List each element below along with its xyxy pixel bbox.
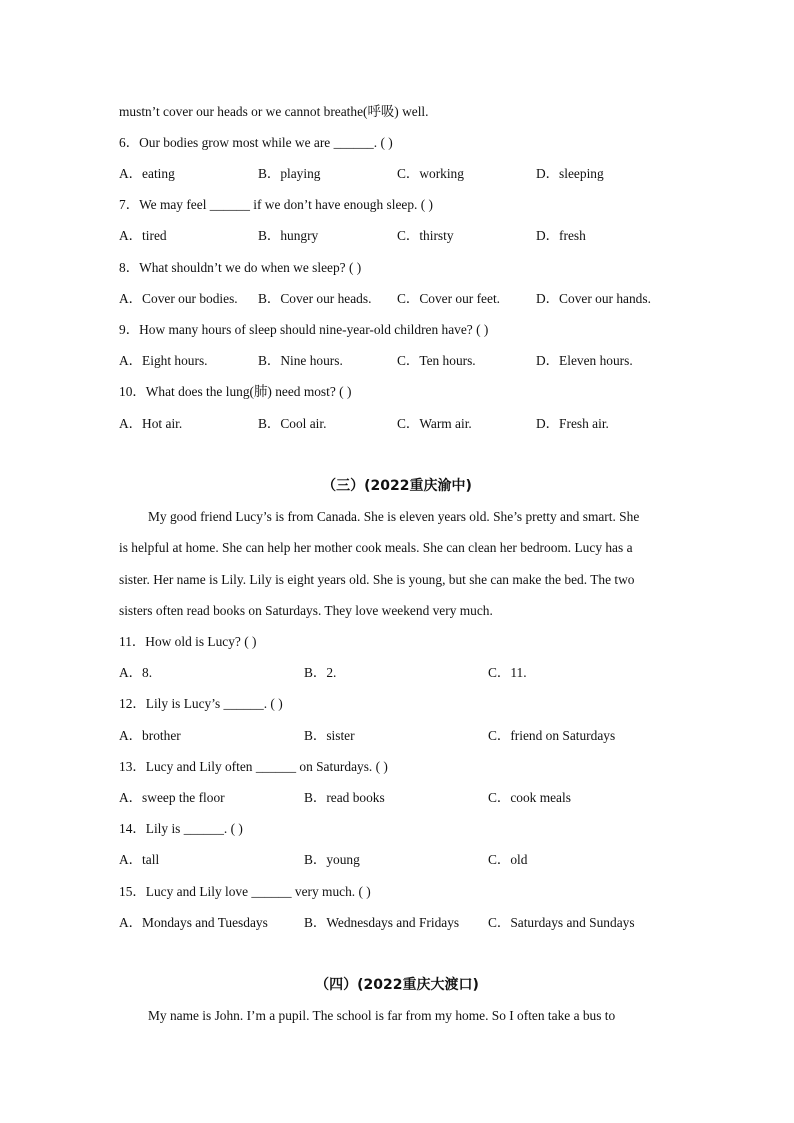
option-row xyxy=(119,915,679,931)
option-row xyxy=(119,166,679,182)
option-a: A．tired xyxy=(119,228,167,243)
option-a: A．Cover our bodies. xyxy=(119,291,238,306)
option-a: A．Hot air. xyxy=(119,416,183,431)
question-stem: 12．Lily is Lucy’s ______. ( ) xyxy=(119,696,283,711)
question-stem: 13．Lucy and Lily often ______ on Saturdays. ( ) xyxy=(119,759,388,774)
question-stem: 15．Lucy and Lily love ______ very much. ( ) xyxy=(119,884,371,899)
option-row xyxy=(119,665,679,681)
option-b: B．2. xyxy=(304,665,337,680)
option-c: C．Cover our feet. xyxy=(397,291,501,306)
passage-line: My name is John. I’m a pupil. The school is far from my home. So I often take a bus to xyxy=(148,1008,616,1023)
option-row xyxy=(119,790,679,806)
passage-line: My good friend Lucy’s is from Canada. She is eleven years old. She’s pretty and smart. She xyxy=(148,509,640,524)
option-row xyxy=(119,728,679,744)
option-d: D．sleeping xyxy=(536,166,604,181)
option-row xyxy=(119,228,679,244)
option-b: B．Nine hours. xyxy=(258,353,343,368)
option-a: A．Mondays and Tuesdays xyxy=(119,915,268,930)
option-d: D．Fresh air. xyxy=(536,416,609,431)
option-d: D．Eleven hours. xyxy=(536,353,633,368)
option-a: A．Eight hours. xyxy=(119,353,208,368)
passage-line: sister. Her name is Lily. Lily is eight years old. She is young, but she can make the bed. The two xyxy=(119,572,635,587)
question-stem: 14．Lily is ______. ( ) xyxy=(119,821,243,836)
question-stem: 11．How old is Lucy? ( ) xyxy=(119,634,257,649)
passage-line: is helpful at home. She can help her mother cook meals. She can clean her bedroom. Lucy has a xyxy=(119,540,633,555)
option-c: C．thirsty xyxy=(397,228,454,243)
option-a: A．sweep the floor xyxy=(119,790,225,805)
option-c: C．Ten hours. xyxy=(397,353,476,368)
section-heading-3: （三）(2022重庆渝中) xyxy=(322,478,472,494)
option-a: A．brother xyxy=(119,728,181,743)
question-stem: 8．What shouldn’t we do when we sleep? ( ) xyxy=(119,260,362,275)
option-b: B．young xyxy=(304,852,360,867)
option-d: D．fresh xyxy=(536,228,586,243)
option-a: A．tall xyxy=(119,852,160,867)
option-b: B．read books xyxy=(304,790,385,805)
question-stem: 10．What does the lung(肺) need most? ( ) xyxy=(119,384,352,399)
option-row xyxy=(119,416,679,432)
option-b: B．Cool air. xyxy=(258,416,327,431)
question-stem: 9．How many hours of sleep should nine-year-old children have? ( ) xyxy=(119,322,489,337)
option-row xyxy=(119,291,679,307)
option-a: A．8. xyxy=(119,665,153,680)
section-heading-4: （四）(2022重庆大渡口) xyxy=(315,977,479,993)
option-row xyxy=(119,852,679,868)
option-c: C．Warm air. xyxy=(397,416,472,431)
option-row xyxy=(119,353,679,369)
passage-line: sisters often read books on Saturdays. They love weekend very much. xyxy=(119,603,493,618)
option-a: A．eating xyxy=(119,166,175,181)
option-b: B．Wednesdays and Fridays xyxy=(304,915,460,930)
question-stem: 6．Our bodies grow most while we are ______. ( ) xyxy=(119,135,393,150)
option-d: D．Cover our hands. xyxy=(536,291,651,306)
question-stem: 7．We may feel ______ if we don’t have enough sleep. ( ) xyxy=(119,197,434,212)
passage-continuation: mustn’t cover our heads or we cannot breathe(呼吸) well. xyxy=(119,104,429,119)
option-c: C．Saturdays and Sundays xyxy=(488,915,635,930)
option-b: B．Cover our heads. xyxy=(258,291,372,306)
option-b: B．sister xyxy=(304,728,355,743)
option-b: B．playing xyxy=(258,166,321,181)
option-b: B．hungry xyxy=(258,228,319,243)
option-c: C．11. xyxy=(488,665,527,680)
option-c: C．cook meals xyxy=(488,790,571,805)
option-c: C．friend on Saturdays xyxy=(488,728,616,743)
option-c: C．old xyxy=(488,852,528,867)
option-c: C．working xyxy=(397,166,464,181)
